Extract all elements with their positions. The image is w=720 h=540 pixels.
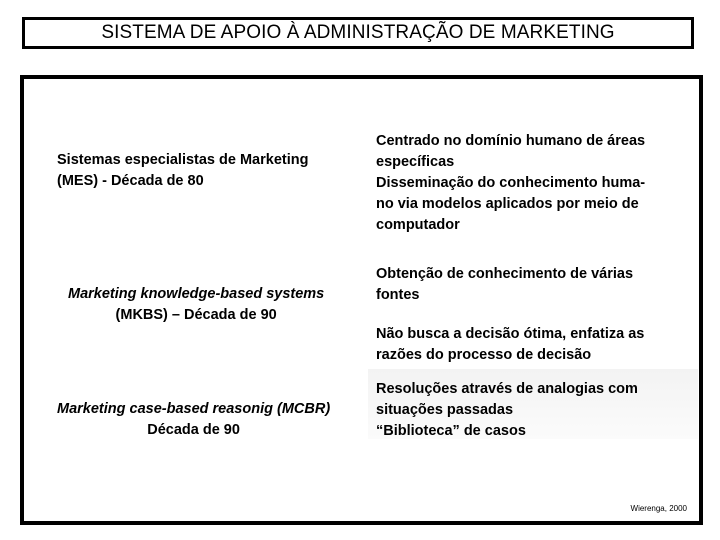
mes-line-2: (MES) - Década de 80 xyxy=(57,173,204,189)
title-box xyxy=(22,17,694,49)
desc4-line-2: situações passadas xyxy=(376,402,514,418)
desc2-line-1: Obtenção de conhecimento de várias xyxy=(376,266,634,282)
content-panel xyxy=(20,75,703,525)
desc3-line-1: Não busca a decisão ótima, enfatiza as xyxy=(376,326,645,342)
mcbr-label xyxy=(57,399,330,441)
source-credit: Wierenga, 2000 xyxy=(630,504,687,513)
desc2-line-2: fontes xyxy=(376,287,420,303)
mcbr-line-1: Marketing case-based reasonig (MCBR) xyxy=(57,401,331,417)
desc1-line-3: Disseminação do conhecimento huma- xyxy=(376,175,646,191)
mes-line-1: Sistemas especialistas de Marketing xyxy=(57,152,309,168)
mcbr-line-2: Década de 90 xyxy=(147,422,240,438)
description-block-2 xyxy=(376,264,633,306)
mkbs-label xyxy=(68,284,324,326)
desc1-line-4: no via modelos aplicados por meio de xyxy=(376,196,639,212)
page-title: SISTEMA DE APOIO À ADMINISTRAÇÃO DE MARKETING xyxy=(101,22,615,43)
desc1-line-1: Centrado no domínio humano de áreas xyxy=(376,133,646,149)
desc4-line-3: “Biblioteca” de casos xyxy=(376,423,526,439)
desc4-line-1: Resoluções através de analogias com xyxy=(376,381,638,397)
mkbs-line-1: Marketing knowledge-based systems xyxy=(68,286,325,302)
description-block-1 xyxy=(376,131,645,236)
desc1-line-5: computador xyxy=(376,217,460,233)
description-block-4 xyxy=(376,379,638,442)
mkbs-line-2: (MKBS) – Década de 90 xyxy=(115,307,277,323)
mes-label xyxy=(57,150,308,192)
desc1-line-2: específicas xyxy=(376,154,455,170)
description-block-3 xyxy=(376,324,644,366)
desc3-line-2: razões do processo de decisão xyxy=(376,347,592,363)
